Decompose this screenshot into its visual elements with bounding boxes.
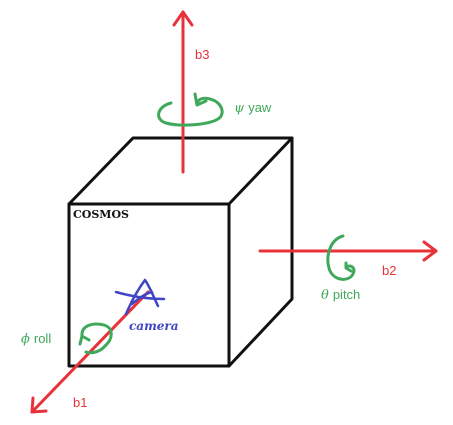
b3-axis-label: b3 [195, 47, 210, 62]
roll-symbol: ϕ [21, 332, 30, 347]
camera-sketch [116, 280, 164, 314]
yaw-symbol: ψ [234, 101, 245, 116]
yaw-text: yaw [248, 100, 272, 115]
pitch-label [321, 287, 360, 303]
roll-text: roll [33, 331, 52, 346]
cube-title: COSMOS [73, 208, 129, 221]
roll-label [21, 331, 51, 347]
roll-rotation-arrow [80, 324, 111, 353]
b2-axis [260, 242, 436, 260]
pitch-rotation-arrow [328, 236, 354, 279]
b1-axis-label: b1 [73, 395, 88, 410]
b3-axis [174, 12, 192, 172]
pitch-symbol: θ [321, 288, 329, 303]
yaw-rotation-arrow [159, 94, 223, 125]
camera-label: camera [129, 319, 179, 333]
yaw-label [234, 100, 271, 116]
b2-axis-label: b2 [382, 263, 397, 278]
cube [69, 138, 292, 366]
cube-top-face [69, 138, 292, 204]
pitch-text: pitch [332, 287, 361, 302]
